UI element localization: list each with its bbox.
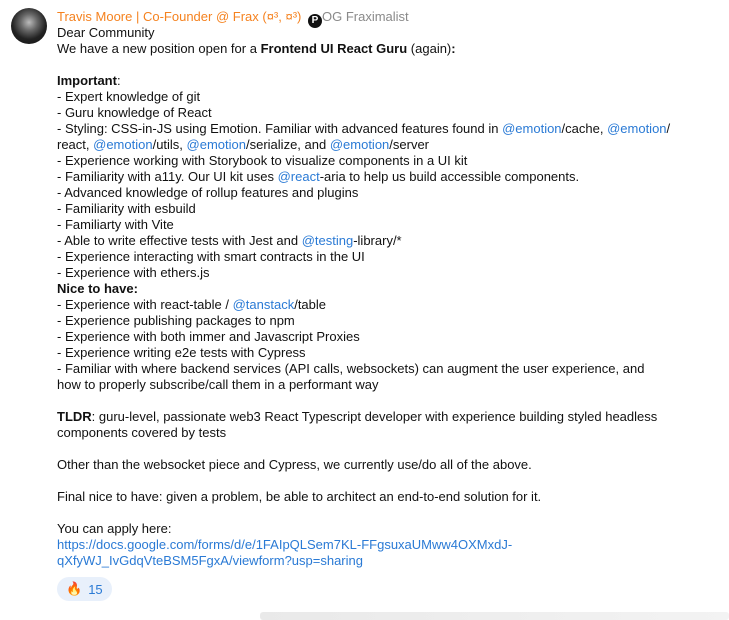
text-line	[57, 217, 729, 233]
text-line	[57, 473, 729, 489]
bold-text: Important	[57, 73, 117, 88]
text-line	[57, 169, 729, 185]
text-line	[57, 185, 729, 201]
text-line	[57, 25, 729, 41]
message-header	[57, 9, 729, 25]
application-link[interactable]: qXfyWJ_IvGdqVteBSM5FgxA/viewform?usp=sharing	[57, 553, 363, 568]
text: /serialize, and	[246, 137, 330, 152]
text-line	[57, 249, 729, 265]
text-line	[57, 297, 729, 313]
text: Final nice to have: given a problem, be able to architect an end-to-end solution for it.	[57, 489, 542, 504]
text: /table	[294, 297, 327, 312]
author-name[interactable]: Travis Moore | Co-Founder @ Frax (¤³, ¤³)	[57, 9, 302, 24]
reaction-count: 15	[88, 581, 103, 597]
text-line	[57, 57, 729, 73]
text: - Experience publishing packages to npm	[57, 313, 295, 328]
frax-badge-icon: P	[308, 14, 322, 28]
bold-text: TLDR	[57, 409, 92, 424]
text: (again)	[407, 41, 452, 56]
text-line	[57, 281, 729, 297]
text: - Expert knowledge of git	[57, 89, 201, 104]
mention-link[interactable]: @testing	[301, 233, 354, 248]
text-line	[57, 201, 729, 217]
message-body	[57, 25, 729, 569]
mention-link[interactable]: @react	[277, 169, 320, 184]
text-line	[57, 345, 729, 361]
text-line	[57, 425, 729, 441]
text: Other than the websocket piece and Cypress, we currently use/do all of the above.	[57, 457, 532, 472]
mention-link[interactable]: @emotion	[93, 137, 153, 152]
text-line	[57, 409, 729, 425]
application-link[interactable]: https://docs.google.com/forms/d/e/1FAIpQLSem7KL-FFgsuxaUMww4OXMxdJ-	[57, 537, 513, 552]
mention-link[interactable]: @emotion	[502, 121, 562, 136]
text: - Experience working with Storybook to visualize components in a UI kit	[57, 153, 468, 168]
mention-link[interactable]: @emotion	[329, 137, 390, 152]
text-line	[57, 329, 729, 345]
text: - Able to write effective tests with Jest and	[57, 233, 302, 248]
bold-text: Nice to have:	[57, 281, 138, 296]
text: - Experience with both immer and Javascript Proxies	[57, 329, 360, 344]
text: - Guru knowledge of React	[57, 105, 212, 120]
text: - Advanced knowledge of rollup features and plugins	[57, 185, 359, 200]
text: You can apply here:	[57, 521, 172, 536]
text-line	[57, 233, 729, 249]
text: - Familiarty with Vite	[57, 217, 174, 232]
text: react,	[57, 137, 94, 152]
text: - Familiar with where backend services (API calls, websockets) can augment the user experience, and	[57, 361, 645, 376]
text-line	[57, 89, 729, 105]
text: - Experience with ethers.js	[57, 265, 210, 280]
reaction-fire-button[interactable]	[57, 577, 112, 601]
bold-text: :	[451, 41, 456, 56]
mention-link[interactable]: @emotion	[186, 137, 246, 152]
text: - Experience with react-table /	[57, 297, 233, 312]
text-line	[57, 489, 729, 505]
text: We have a new position open for a	[57, 41, 261, 56]
text: - Styling: CSS-in-JS using Emotion. Familiar with advanced features found in	[57, 121, 503, 136]
author-title: OG Fraximalist	[322, 9, 409, 24]
text-line	[57, 105, 729, 121]
text: - Familiarity with a11y. Our UI kit uses	[57, 169, 278, 184]
text-line	[57, 457, 729, 473]
mention-link[interactable]: @tanstack	[232, 297, 295, 312]
text: -aria to help us build accessible components.	[319, 169, 580, 184]
text-line	[57, 441, 729, 457]
text: /	[666, 121, 671, 136]
text-line	[57, 73, 729, 89]
fire-icon: 🔥	[66, 581, 83, 596]
text: /utils,	[152, 137, 187, 152]
text-line	[57, 505, 729, 521]
text-line	[57, 377, 729, 393]
text-line	[57, 265, 729, 281]
text-line	[57, 553, 729, 569]
text-line	[57, 121, 729, 137]
mention-link[interactable]: @emotion	[607, 121, 667, 136]
text-line	[57, 361, 729, 377]
text: Dear Community	[57, 25, 155, 40]
text-line	[57, 137, 729, 153]
text-line	[57, 153, 729, 169]
text-line	[57, 521, 729, 537]
text: components covered by tests	[57, 425, 227, 440]
text: /server	[389, 137, 430, 152]
text: :	[116, 73, 121, 88]
text: -library/*	[353, 233, 402, 248]
text-line	[57, 537, 729, 553]
text: how to properly subscribe/call them in a performant way	[57, 377, 379, 392]
text: : guru-level, passionate web3 React Typescript developer with experience building styled headless	[91, 409, 658, 424]
text-line	[57, 41, 729, 57]
avatar[interactable]	[11, 8, 47, 44]
bold-text: Frontend UI React Guru	[260, 41, 408, 56]
text: - Experience writing e2e tests with Cypress	[57, 345, 306, 360]
text-line	[57, 313, 729, 329]
next-message-preview	[260, 612, 729, 620]
text: /cache,	[561, 121, 608, 136]
text-line	[57, 393, 729, 409]
text: - Experience interacting with smart contracts in the UI	[57, 249, 365, 264]
text: - Familiarity with esbuild	[57, 201, 196, 216]
